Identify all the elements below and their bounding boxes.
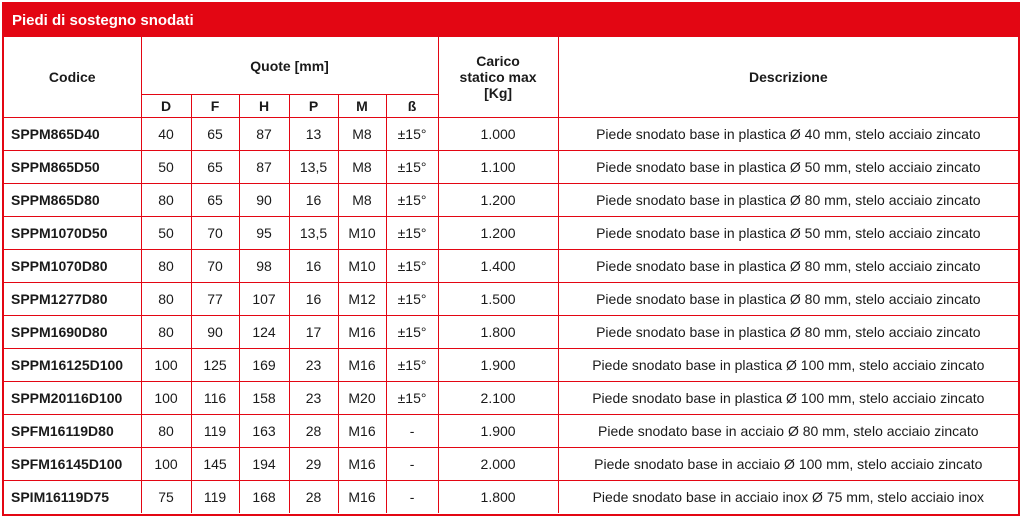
cell-p: 13,5 bbox=[289, 151, 338, 184]
cell-f: 70 bbox=[191, 250, 239, 283]
cell-d: 75 bbox=[141, 481, 191, 514]
cell-m: M8 bbox=[338, 118, 386, 151]
cell-f: 65 bbox=[191, 184, 239, 217]
cell-beta: ±15° bbox=[386, 217, 438, 250]
cell-carico: 1.000 bbox=[438, 118, 558, 151]
header-codice: Codice bbox=[4, 37, 141, 118]
cell-h: 158 bbox=[239, 382, 289, 415]
cell-codice: SPIM16119D75 bbox=[4, 481, 141, 514]
cell-f: 65 bbox=[191, 118, 239, 151]
cell-h: 124 bbox=[239, 316, 289, 349]
cell-codice: SPFM16119D80 bbox=[4, 415, 141, 448]
cell-m: M12 bbox=[338, 283, 386, 316]
cell-h: 90 bbox=[239, 184, 289, 217]
table-row bbox=[4, 283, 1018, 316]
header-m: M bbox=[338, 95, 386, 118]
cell-m: M16 bbox=[338, 415, 386, 448]
header-f: F bbox=[191, 95, 239, 118]
cell-f: 116 bbox=[191, 382, 239, 415]
cell-h: 87 bbox=[239, 118, 289, 151]
table-row bbox=[4, 316, 1018, 349]
header-p: P bbox=[289, 95, 338, 118]
cell-beta: ±15° bbox=[386, 151, 438, 184]
cell-p: 13,5 bbox=[289, 217, 338, 250]
cell-beta: ±15° bbox=[386, 316, 438, 349]
cell-p: 23 bbox=[289, 382, 338, 415]
cell-carico: 1.900 bbox=[438, 349, 558, 382]
cell-m: M20 bbox=[338, 382, 386, 415]
cell-d: 80 bbox=[141, 250, 191, 283]
cell-m: M16 bbox=[338, 448, 386, 481]
cell-m: M10 bbox=[338, 217, 386, 250]
cell-beta: ±15° bbox=[386, 283, 438, 316]
cell-f: 119 bbox=[191, 415, 239, 448]
cell-carico: 1.200 bbox=[438, 184, 558, 217]
cell-beta: ±15° bbox=[386, 382, 438, 415]
cell-m: M8 bbox=[338, 151, 386, 184]
cell-d: 80 bbox=[141, 283, 191, 316]
cell-d: 40 bbox=[141, 118, 191, 151]
cell-p: 23 bbox=[289, 349, 338, 382]
cell-carico: 1.800 bbox=[438, 481, 558, 514]
cell-f: 125 bbox=[191, 349, 239, 382]
cell-p: 16 bbox=[289, 283, 338, 316]
header-d: D bbox=[141, 95, 191, 118]
cell-beta: ±15° bbox=[386, 349, 438, 382]
cell-h: 194 bbox=[239, 448, 289, 481]
cell-codice: SPPM1277D80 bbox=[4, 283, 141, 316]
table-row bbox=[4, 382, 1018, 415]
cell-d: 80 bbox=[141, 415, 191, 448]
cell-descrizione: Piede snodato base in acciaio inox Ø 75 mm, stelo acciaio inox bbox=[558, 481, 1018, 514]
table-row bbox=[4, 250, 1018, 283]
cell-descrizione: Piede snodato base in plastica Ø 50 mm, stelo acciaio zincato bbox=[558, 151, 1018, 184]
cell-m: M10 bbox=[338, 250, 386, 283]
header-beta: ß bbox=[386, 95, 438, 118]
cell-descrizione: Piede snodato base in plastica Ø 80 mm, stelo acciaio zincato bbox=[558, 184, 1018, 217]
cell-f: 119 bbox=[191, 481, 239, 514]
cell-p: 16 bbox=[289, 250, 338, 283]
cell-p: 16 bbox=[289, 184, 338, 217]
cell-codice: SPPM1690D80 bbox=[4, 316, 141, 349]
cell-descrizione: Piede snodato base in plastica Ø 80 mm, stelo acciaio zincato bbox=[558, 250, 1018, 283]
cell-f: 65 bbox=[191, 151, 239, 184]
cell-descrizione: Piede snodato base in acciaio Ø 80 mm, stelo acciaio zincato bbox=[558, 415, 1018, 448]
cell-codice: SPPM20116D100 bbox=[4, 382, 141, 415]
cell-f: 70 bbox=[191, 217, 239, 250]
header-carico: Carico statico max [Kg] bbox=[438, 37, 558, 118]
cell-h: 107 bbox=[239, 283, 289, 316]
cell-d: 100 bbox=[141, 349, 191, 382]
cell-codice: SPFM16145D100 bbox=[4, 448, 141, 481]
cell-codice: SPPM865D40 bbox=[4, 118, 141, 151]
header-quote: Quote [mm] bbox=[141, 37, 438, 95]
cell-d: 80 bbox=[141, 184, 191, 217]
cell-codice: SPPM865D80 bbox=[4, 184, 141, 217]
cell-carico: 1.900 bbox=[438, 415, 558, 448]
cell-carico: 2.000 bbox=[438, 448, 558, 481]
cell-carico: 1.400 bbox=[438, 250, 558, 283]
cell-descrizione: Piede snodato base in plastica Ø 80 mm, stelo acciaio zincato bbox=[558, 316, 1018, 349]
table-title: Piedi di sostegno snodati bbox=[4, 4, 1018, 37]
cell-beta: ±15° bbox=[386, 184, 438, 217]
cell-descrizione: Piede snodato base in plastica Ø 100 mm, stelo acciaio zincato bbox=[558, 349, 1018, 382]
cell-descrizione: Piede snodato base in acciaio Ø 100 mm, stelo acciaio zincato bbox=[558, 448, 1018, 481]
cell-f: 90 bbox=[191, 316, 239, 349]
cell-carico: 2.100 bbox=[438, 382, 558, 415]
table-row bbox=[4, 448, 1018, 481]
cell-p: 29 bbox=[289, 448, 338, 481]
cell-p: 13 bbox=[289, 118, 338, 151]
cell-h: 87 bbox=[239, 151, 289, 184]
cell-f: 145 bbox=[191, 448, 239, 481]
cell-h: 95 bbox=[239, 217, 289, 250]
cell-h: 163 bbox=[239, 415, 289, 448]
cell-descrizione: Piede snodato base in plastica Ø 80 mm, stelo acciaio zincato bbox=[558, 283, 1018, 316]
table-row bbox=[4, 118, 1018, 151]
cell-beta: ±15° bbox=[386, 118, 438, 151]
cell-p: 28 bbox=[289, 481, 338, 514]
cell-codice: SPPM865D50 bbox=[4, 151, 141, 184]
cell-d: 50 bbox=[141, 151, 191, 184]
cell-d: 100 bbox=[141, 448, 191, 481]
cell-descrizione: Piede snodato base in plastica Ø 50 mm, stelo acciaio zincato bbox=[558, 217, 1018, 250]
cell-beta: - bbox=[386, 448, 438, 481]
cell-beta: ±15° bbox=[386, 250, 438, 283]
cell-m: M8 bbox=[338, 184, 386, 217]
cell-m: M16 bbox=[338, 349, 386, 382]
cell-p: 28 bbox=[289, 415, 338, 448]
product-table-panel bbox=[2, 2, 1020, 516]
cell-m: M16 bbox=[338, 316, 386, 349]
cell-carico: 1.200 bbox=[438, 217, 558, 250]
cell-codice: SPPM1070D50 bbox=[4, 217, 141, 250]
cell-m: M16 bbox=[338, 481, 386, 514]
cell-p: 17 bbox=[289, 316, 338, 349]
cell-h: 169 bbox=[239, 349, 289, 382]
cell-carico: 1.500 bbox=[438, 283, 558, 316]
cell-beta: - bbox=[386, 481, 438, 514]
cell-beta: - bbox=[386, 415, 438, 448]
cell-codice: SPPM16125D100 bbox=[4, 349, 141, 382]
cell-d: 50 bbox=[141, 217, 191, 250]
table-row bbox=[4, 151, 1018, 184]
table-row bbox=[4, 349, 1018, 382]
cell-h: 168 bbox=[239, 481, 289, 514]
table-row bbox=[4, 184, 1018, 217]
table-row bbox=[4, 217, 1018, 250]
header-h: H bbox=[239, 95, 289, 118]
header-descrizione: Descrizione bbox=[558, 37, 1018, 118]
cell-codice: SPPM1070D80 bbox=[4, 250, 141, 283]
cell-descrizione: Piede snodato base in plastica Ø 40 mm, stelo acciaio zincato bbox=[558, 118, 1018, 151]
cell-h: 98 bbox=[239, 250, 289, 283]
cell-carico: 1.800 bbox=[438, 316, 558, 349]
cell-carico: 1.100 bbox=[438, 151, 558, 184]
cell-d: 80 bbox=[141, 316, 191, 349]
cell-d: 100 bbox=[141, 382, 191, 415]
table-row bbox=[4, 481, 1018, 514]
cell-f: 77 bbox=[191, 283, 239, 316]
table-row bbox=[4, 415, 1018, 448]
product-table bbox=[4, 37, 1018, 513]
cell-descrizione: Piede snodato base in plastica Ø 100 mm, stelo acciaio zincato bbox=[558, 382, 1018, 415]
